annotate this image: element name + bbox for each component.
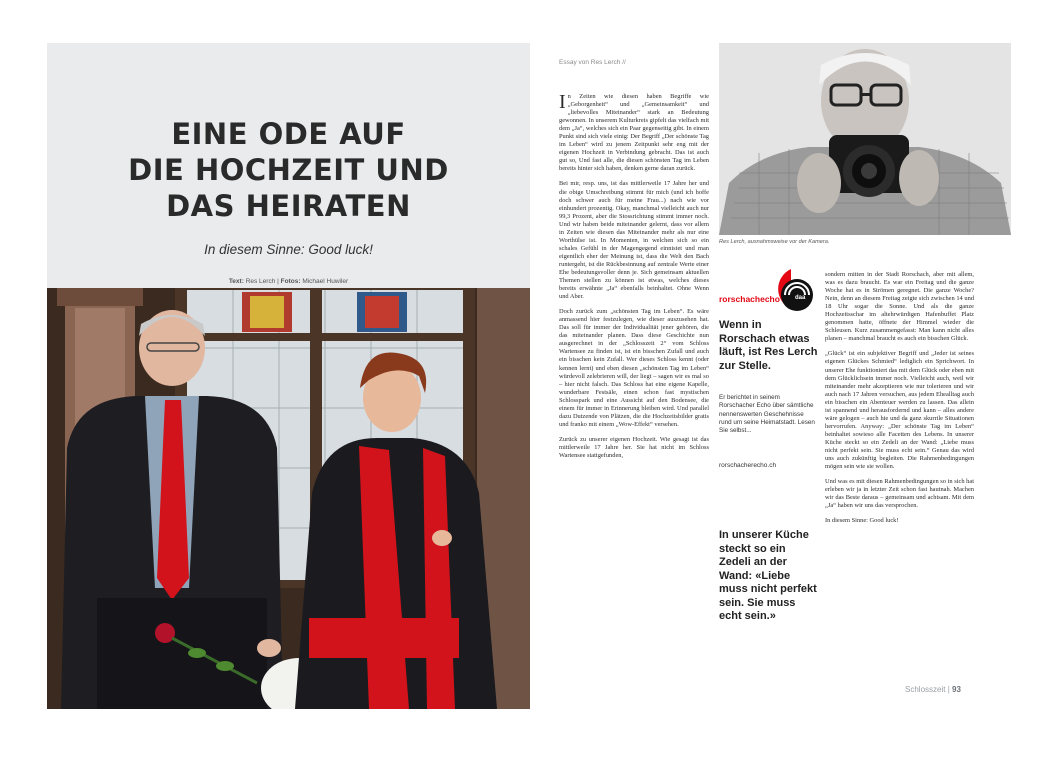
folio-separator: | bbox=[947, 685, 950, 694]
subtitle: In diesem Sinne: Good luck! bbox=[204, 242, 373, 257]
folio-label: Schlosszeit bbox=[905, 685, 946, 694]
paragraph: Und was es mit diesen Rahmenbedingungen so in sich hat erleben wir ja in letzter Zeit schon fast hautnah. Machen wir das Beste daraus – gemeinsam und achtsam. Mit dem „Ja“ haben wir uns das versprochen. bbox=[825, 478, 974, 510]
article-title bbox=[47, 116, 530, 224]
logo-text: rorschachecho bbox=[719, 294, 780, 304]
folio bbox=[905, 685, 961, 694]
right-page bbox=[555, 43, 1015, 709]
wedding-photo-illustration bbox=[47, 288, 530, 709]
wedding-photo bbox=[47, 288, 530, 709]
logo-badge: daa bbox=[795, 295, 806, 301]
paragraph: In Zeiten wie diesen haben Begriffe wie „Geborgenheit“ und „Gemeinsamkeit“ und „liebevolles Miteinander“ stark an Bedeutung gewonnen. In unserem Kulturkreis gipfelt das vielfach mit dem „Ja“, welches sich ein Paar gegenseitig gibt. In einem Punkt sind sich viele einig: Der Begriff „Der schönste Tag im Leben“ wird zu jenem Zeitpunkt sehr eng mit der eigenen Hochzeit in Verbindung gebracht. Das ist auch gut so, Und fast alle, die diesen schönsten Tag im Leben bereits hinter sich haben, denken gerne daran zurück. bbox=[559, 91, 709, 173]
page-number: 93 bbox=[952, 685, 961, 694]
paragraph: Bei mir, resp. uns, ist das mittlerweile 17 Jahre her und die obige Umschreibung stimmt für mich (und ich hoffe doch schwer auch für meine Frau...) nach wie vor einhundert prozentig. Okay, manchmal vielleicht auch nur 99,3 Prozent, aber die Stossrichtung stimmt immer noch. Und wir haben beide miteinander gelernt, dass vor allem in Zeiten wie diesen das Miteinander mehr als nur eine Worthülse ist. In Momenten, in welchen sich so ein schales Gefühl in der Magengegend einnistet und man eigentlich eher der Meinung ist, dass die Welt den Bach runtergeht, ist die Rückbesinnung auf zentrale Werte einer Ehe bedeutungsvoller denn je. Sich gemeinsam aktuellen Themen stellen zu können ist etwas, welches dieses bereits erwähnte „Ja“ ebenfalls beinhaltet. Ohne Wenn und Aber. bbox=[559, 180, 709, 301]
paragraph: „Glück“ ist ein subjektiver Begriff und „Jeder ist seines eigenen Glückes Schmied“ lediglich ein Sprichwort. In unserer Ehe funktioniert das mit dem Glück oder eben mit dem Glücklichsein immer noch. Vielleicht auch, weil wir miteinander mehr akzeptieren wie nur tolerieren und wir auch nach 17 Jahren versuchen, aus jedem Ehealltag auch ein bisschen ein Abenteuer werden zu lassen. Das allein ist spannend und herausfordernd und kann – alles andere wäre gelogen – auch hie und da ganz skurrile Situationen hervorrufen. Anyway: „Der schönste Tag im Leben“ beinhaltet sowieso alle Facetten des Lebens. In unserer Küche steckt so ein Zedeli an der Wand: „Liebe muss nicht perfekt sein. Sie muss echt sein.“ Genau das wird uns auch zukünftig begleiten. Die Rahmenbedingungen mögen sein wie sie wollen. bbox=[825, 350, 974, 471]
sidebar-url-link[interactable]: rorschacherecho.ch bbox=[719, 462, 777, 469]
title-line: DIE HOCHZEIT UND bbox=[128, 153, 449, 187]
drop-cap: I bbox=[559, 91, 566, 113]
kicker: Essay von Res Lerch // bbox=[559, 59, 626, 66]
credit-text: Res Lerch bbox=[245, 278, 276, 285]
sidebar-headline: Wenn in Rorschach etwas läuft, ist Res Lerch zur Stelle. bbox=[719, 319, 818, 372]
left-page bbox=[47, 43, 530, 709]
credit-text-label: Text: bbox=[228, 278, 244, 285]
photographer-portrait-illustration bbox=[719, 43, 1011, 235]
pull-quote: In unserer Küche steckt so ein Zedeli an der Wand: «Liebe muss nicht perfekt sein. Sie muss echt sein.» bbox=[719, 529, 817, 622]
rorschach-echo-logo bbox=[719, 269, 819, 313]
portrait-photo bbox=[719, 43, 1011, 235]
credit-photo: Michael Huwiler bbox=[302, 278, 349, 285]
sidebar bbox=[719, 269, 819, 622]
title-line: DAS HEIRATEN bbox=[166, 189, 411, 223]
paragraph: Doch zurück zum „schönsten Tag im Leben“. Es wäre anmassend hier festzulegen, wie dieser auszusehen hat. Das soll für immer der Individualität jener gehören, die das miteinander planen. Dass diese Geschichte nun ausgerechnet in der „Schlosszeit 2“ vom Schloss Wartensee zu finden ist, ist ein bisschen Zufall und auch ein bisschen kein Zufall. Wer dieses Schloss kennt (oder kennen lernt) und eben diesen „schönsten Tag im Leben“ würdevoll zelebrieren will, der liegt – sagen wir es mal so – hier nicht falsch. Das Schloss hat eine eigene Kapelle, wunderbare Festsäle, einen schon fast mystischen Schlosspark und eine Aussicht auf den Bodensee, die einem für immer in Erinnerung bleiben wird. Und parallel dazu Dutzende von Plätzen, die die Hochzeitsbilder gratis und franko mit einem „Wow-Effekt“ versehen. bbox=[559, 308, 709, 428]
paragraph: In diesem Sinne: Good luck! bbox=[825, 517, 899, 525]
title-panel bbox=[47, 43, 530, 288]
sidebar-body: Er berichtet in seinem Rorschacher Echo über sämtliche nennenswerten Geschehnisse rund um seine Heimatstadt. Lesen Sie selbst... bbox=[719, 394, 815, 435]
body-column-3 bbox=[825, 271, 974, 532]
paragraph: sondern mitten in der Stadt Rorschach, aber mit allem, was es dazu braucht. Es war ein Freitag und die ganze Woche hat es in Strömen geregnet. Die ganze Woche? Nein, denn an diesem Freitag zeigte sich zwischen 14 und 18 Uhr sogar die Sonne. Und als die ganze Hochzeitsschar im altehrwürdigen Hafenbuffet Platz genommen hatte, öffnete der Himmel wieder die Schleusen. Kurz zusammengefasst: Man kann nicht alles planen – manchmal braucht es auch ein bisschen Glück. bbox=[825, 271, 974, 343]
title-line: EINE ODE AUF bbox=[171, 117, 406, 151]
credit-separator: | bbox=[277, 278, 279, 285]
credits bbox=[47, 278, 530, 285]
paragraph: Zurück zu unserer eigenen Hochzeit. Wie gesagt ist das mittlerweile 17 Jahre her. Sie hat nicht im Schloss Wartensee stattgefunden, bbox=[559, 435, 709, 459]
logo-mark-icon bbox=[719, 269, 819, 313]
body-column-1 bbox=[559, 93, 709, 467]
credit-photo-label: Fotos: bbox=[280, 278, 301, 285]
portrait-caption: Res Lerch, ausnahmsweise vor der Kamera. bbox=[719, 239, 830, 245]
